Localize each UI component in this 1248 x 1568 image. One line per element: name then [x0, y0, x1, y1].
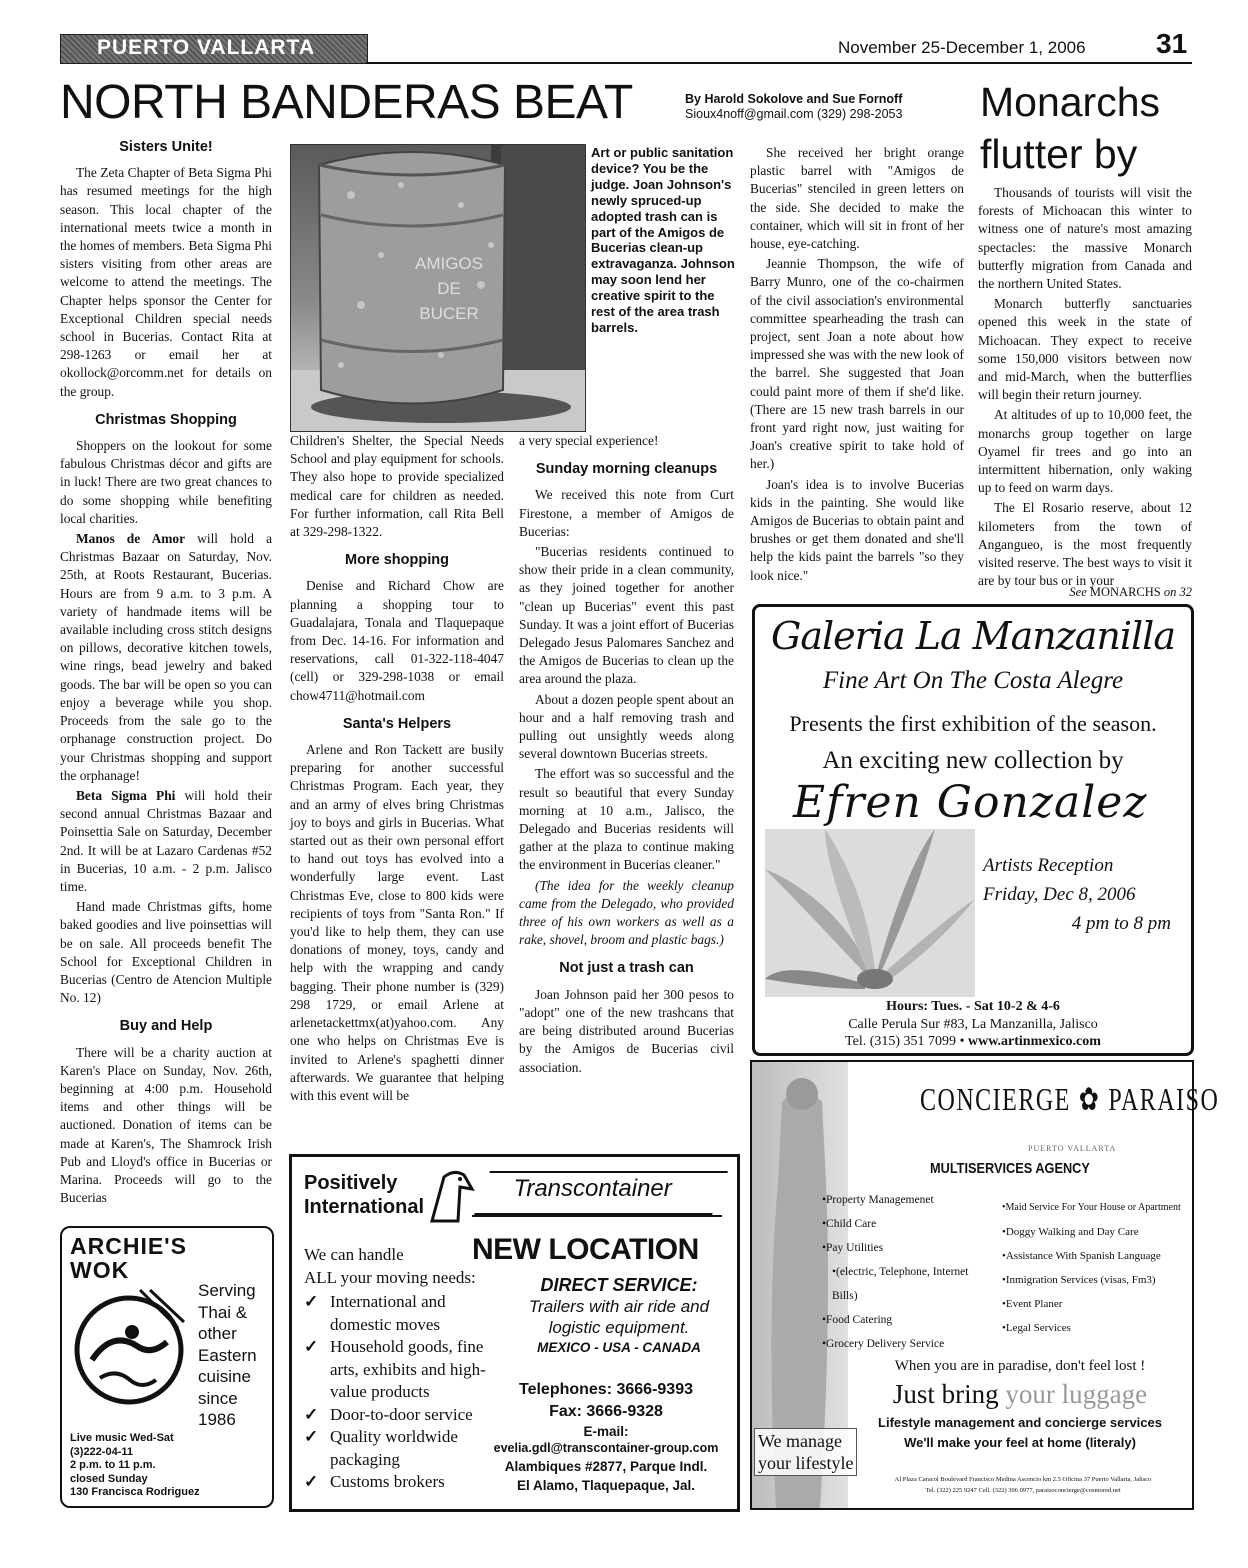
slogan-line2 [848, 1375, 1192, 1413]
concierge-brand [920, 1080, 1219, 1118]
jump-see: See [1069, 585, 1087, 599]
galeria-tagline: Fine Art On The Costa Alegre [822, 667, 1124, 694]
address-line2: El Alamo, Tlaquepaque, Jal. [516, 1478, 696, 1493]
paragraph: Joan's idea is to involve Bucerias kids in the painting. She would like Amigos de Bucerias to obtain paint and brushes or get them donated and she'll help the kids paint the barrels "so they look nice." [750, 476, 964, 583]
email-label: E-mail: [583, 1424, 629, 1439]
service-item: • (electric, Telephone, Internet Bills) [822, 1260, 982, 1308]
stencil-line: AMIGOS [414, 254, 483, 273]
transcontainer-ad [289, 1154, 740, 1512]
paragraph: Shoppers on the lookout for some fabulous Christmas décor and gifts are in luck! There are two great chances to do some shopping while benefiting local charities. [60, 438, 272, 526]
service-item: • Maid Service For Your House or Apartment [1002, 1196, 1192, 1220]
slogan-line1: When you are in paradise, don't feel lost ! [894, 1358, 1146, 1374]
service-item: • Child Care [822, 1212, 982, 1236]
monarchs-jump-link[interactable] [978, 585, 1192, 600]
slogan-line4: We'll make your feel at home (literaly) [904, 1435, 1136, 1450]
galeria-contact: Tel. (315) 351 7099 • www.artinmexico.com [845, 1034, 1101, 1049]
stencil-line: DE [437, 279, 461, 298]
tagline-line: 1986 [198, 1410, 236, 1429]
paragraph [60, 530, 272, 785]
paragraph: "Bucerias residents continued to show their pride in a clean community, as they joined together for another "clean up Bucerias" event this past Sunday. It was a joint effort of Bucerias Delegado Jesus Palomares Sanchez and the Amigos de Bucerias to clean up the area around the plaza. [519, 544, 734, 687]
paragraph: We received this note from Curt Firestone, a member of Amigos de Bucerias: [519, 487, 734, 539]
galeria-address: Calle Perula Sur #83, La Manzanilla, Jalisco [848, 1017, 1098, 1032]
paragraph: Denise and Richard Chow are planning a shopping tour to Guadalajara, Tonala and Tlaquepaque from Dec. 14-16. For information and reservations, call 01-322-118-4047 (cell) or 329-298-1038 or email chow4711@hotmail.com [290, 578, 504, 703]
barrel-stencil [409, 251, 489, 326]
moving-intro [304, 1243, 476, 1289]
side-tagline [754, 1428, 857, 1476]
paragraph: She received her bright orange plastic barrel with "Amigos de Bucerias" stenciled in green letters on the side. She decided to make the container, which will sit in front of her house, eye-catching. [750, 145, 964, 252]
lead-manos-de-amor: Manos de Amor [76, 531, 186, 547]
paragraph: Children's Shelter, the Special Needs School and play equipment for schools. They also hope to provide specialized medical care for children as needed. For further information, call Rita Bell at 329-298-1322. [290, 433, 504, 540]
galeria-artist: Efren Gonzalez [793, 777, 1148, 828]
galeria-hours: Hours: Tues. - Sat 10-2 & 4-6 [886, 999, 1060, 1014]
galeria-name: Galeria La Manzanilla [771, 614, 1175, 658]
service-item: ✓ International and domestic moves [304, 1291, 504, 1336]
heading-more-shopping: More shopping [345, 552, 449, 569]
slogan-your-luggage: your luggage [1005, 1379, 1148, 1409]
transcontainer-logo [474, 1171, 728, 1215]
paragraph [60, 787, 272, 896]
direct-service [506, 1275, 732, 1355]
service-item: • Grocery Delivery Service [822, 1332, 982, 1356]
info-line: Live music Wed-Sat [70, 1432, 174, 1444]
photo-caption: Art or public sanitation device? You be the judge. Joan Johnson's newly spruced-up adopted trash can is part of the Amigos de Bucerias clean-up extravaganza. Johnson may soon lend her creative spirit to the rest of the area trash barrels. [591, 145, 735, 335]
service-item: ✓ Customs brokers [304, 1471, 504, 1494]
footer-contact: Tel. (322) 225 9247 Cell. (322) 306 0977, paraisoconcierge@cosmored.net [925, 1487, 1121, 1494]
masthead [60, 28, 1192, 64]
service-item: • Property Managemenet [822, 1188, 982, 1212]
heading-buy-and-help: Buy and Help [119, 1018, 213, 1035]
agency-label: MULTISERVICES AGENCY [930, 1160, 1090, 1177]
paragraph: Jeannie Thompson, the wife of Barry Munro, one of the co-chairmen of the civil association's environmental committee spearheading the trash can project, sent Joan a note about how impressed she was with the new look of the barrel. She suggested that Joan could paint more of them if she'd like. (There are 15 new trash barrels in our front yard right now, just waiting for Joan's creative spirit to take hold of her.) [750, 256, 964, 472]
info-line: (3)222-04-11 [70, 1445, 133, 1458]
heading-christmas-shopping: Christmas Shopping [95, 411, 237, 428]
brand-line1: Positively [304, 1172, 398, 1194]
heading-santas-helpers: Santa's Helpers [342, 715, 452, 732]
galeria-line2: An exciting new collection by [822, 747, 1124, 774]
slogan-line3: Lifestyle management and concierge services [878, 1415, 1162, 1430]
galeria-tel: Tel. (315) 351 7099 [845, 1034, 957, 1049]
archies-wok-ad [60, 1226, 274, 1508]
address-line1: Alambiques #2877, Parque Indl. [504, 1459, 708, 1474]
galeria-line1: Presents the first exhibition of the season. [789, 711, 1157, 736]
intro-line2: ALL your moving needs: [304, 1268, 476, 1287]
phone-number: Telephones: 3666-9393 [518, 1381, 693, 1398]
column-title: NORTH BANDERAS BEAT [60, 76, 633, 129]
tagline-line: cuisine [198, 1367, 251, 1386]
paragraph: Joan Johnson paid her 300 pesos to "adopt" one of the new trashcans that are being distributed around Bucerias by the Amigos de Bucerias civil association. [519, 986, 734, 1075]
paragraph-text: will hold a Christmas Bazaar on Saturday, Nov. 25th, at Roots Restaurant, Bucerias. Hours are from 9 a.m. to 3 p.m. A variety of handmade items will be available including cross stitch designs on pillows, decorative kitchen towels, wine rings, bead jewelry and baked goods. The bar will be open so you can enjoy a beverage while you shop. Proceeds from the sale go to the orphanage construction project. Do your Christmas shopping and support the orphanage! [60, 531, 273, 783]
masthead-rule [366, 62, 1192, 64]
brand-right: PARAISO [1108, 1081, 1220, 1117]
info-line: 130 Francisca Rodriguez [70, 1486, 200, 1498]
page-number: 31 [1156, 28, 1188, 59]
direct-title: DIRECT SERVICE: [540, 1275, 698, 1295]
section-banner [60, 34, 368, 64]
service-item: • Event Planer [1002, 1292, 1192, 1316]
logo-text: Transcontainer [513, 1175, 672, 1202]
direct-countries: MEXICO - USA - CANADA [537, 1340, 701, 1355]
paragraph: Thousands of tourists will visit the forests of Michoacan this winter to witness one of nature's most amazing spectacles: the massive Monarch butterfly migration from Canada and the northern United States. [978, 185, 1192, 292]
paragraph: a very special experience! [519, 433, 659, 448]
slogan-just-bring: Just bring [892, 1379, 999, 1409]
service-item: • Inmigration Services (visas, Fm3) [1002, 1268, 1192, 1292]
trash-can-photo [290, 144, 586, 432]
byline-contact: Sioux4noff@gmail.com (329) 298-2053 [685, 107, 903, 121]
paragraph: Monarch butterfly sanctuaries opened this week in the state of Michoacan. They expect to receive some 150,000 visitors between now and mid-March, when the butterflies will begin their return journey. [978, 296, 1192, 403]
reception-title: Artists Reception [983, 855, 1114, 876]
direct-text: Trailers with air ride and logistic equipment. [528, 1297, 710, 1337]
email-link[interactable]: evelia.gdl@transcontainer-group.com [493, 1441, 719, 1455]
service-item: ✓ Door-to-door service [304, 1404, 504, 1427]
truck-line [472, 1215, 722, 1217]
lotus-logo-icon: ✿ [1078, 1081, 1101, 1117]
heading-sunday-cleanups: Sunday morning cleanups [535, 461, 718, 478]
services-left-list [822, 1188, 982, 1356]
paragraph-italic: (The idea for the weekly cleanup came from the Delegado, who provided three of his own workers as well as a rake, shovel, broom and plastic bags.) [519, 877, 734, 948]
column-3 [519, 432, 734, 1079]
side-line1: We manage [758, 1431, 843, 1451]
monarchs-article [978, 184, 1192, 592]
new-location-headline: NEW LOCATION [472, 1233, 699, 1266]
archies-tagline [198, 1280, 257, 1431]
jump-target: MONARCHS [1089, 585, 1161, 599]
reception-details [983, 851, 1183, 938]
paragraph-text: will hold their second annual Christmas Bazaar and Poinsettia Sale on Saturday, December 2nd. It will be at Lazaro Cardenas #52 in Bucerias, 10 a.m. - 2 p.m. Jalisco time. [60, 787, 272, 894]
archies-info [70, 1432, 200, 1500]
galeria-website-link[interactable]: www.artinmexico.com [967, 1034, 1101, 1049]
monarchs-headline [980, 76, 1160, 180]
slogan-block [848, 1358, 1192, 1453]
tagline-line: Serving [198, 1281, 256, 1300]
brand-line2: International [304, 1196, 425, 1218]
column-2 [290, 432, 504, 1107]
archies-name-line2: WOK [70, 1257, 130, 1283]
footer-address: Al Plaza Caracol Boulevard Francisco Medina Ascencio km 2.5 Oficina 37 Puerto Vallarta, Jalisco [894, 1476, 1152, 1483]
tagline-line: other [198, 1324, 237, 1343]
service-item: • Food Catering [822, 1308, 982, 1332]
service-item: • Doggy Walking and Day Care [1002, 1220, 1192, 1244]
artwork-image [765, 829, 975, 997]
stencil-line: BUCER [419, 304, 479, 323]
monarchs-title-line1: Monarchs [980, 79, 1161, 125]
services-right-list [1002, 1196, 1192, 1340]
column-1 [60, 136, 272, 1209]
archies-name [70, 1234, 187, 1282]
paragraph: The effort was so successful and the result so beautiful that every Sunday morning at 10 a.m., Jalisco, the Delegado and Bucerias residents will gather at the plaza to continue making the environment in Bucerias cleaner." [519, 766, 734, 873]
tagline-line: Eastern [198, 1345, 257, 1365]
paragraph: Hand made Christmas gifts, home baked goodies and live poinsettias will be on sale. All proceeds benefit The School for Exceptional Children in Bucerias (Centro de Atencion Multiple No. 12) [60, 899, 272, 1006]
service-item: ✓ Quality worldwide packaging [304, 1426, 504, 1471]
galeria-ad [752, 604, 1194, 1056]
heading-not-just-a-trash-can: Not just a trash can [559, 960, 694, 977]
positively-international [304, 1171, 424, 1219]
side-line2: your lifestyle [758, 1453, 854, 1473]
info-line: 2 p.m. to 11 p.m. [70, 1459, 156, 1471]
heading-sisters-unite: Sisters Unite! [119, 139, 213, 155]
archies-name-line1: ARCHIE'S [70, 1233, 187, 1259]
byline [685, 92, 902, 122]
concierge-footer [856, 1474, 1190, 1496]
tagline-line: since [198, 1388, 238, 1408]
service-item: • Assistance With Spanish Language [1002, 1244, 1192, 1268]
monarchs-title-line2: flutter by [980, 131, 1138, 177]
paragraph: The El Rosario reserve, about 12 kilometers from the town of Angangueo, is the most frequently visited reserve. The best ways to visit it are by tour bus or in your [978, 500, 1192, 589]
fax-number: Fax: 3666-9328 [549, 1403, 663, 1420]
paragraph: About a dozen people spent about an hour and a half removing trash and pulling out unsightly weeds along several downtown Bucerias streets. [519, 691, 734, 762]
byline-authors: By Harold Sokolove and Sue Fornoff [685, 92, 903, 106]
concierge-place: PUERTO VALLARTA [1028, 1144, 1117, 1153]
transcontainer-contact [480, 1379, 732, 1495]
brand-left: CONCIERGE [920, 1081, 1071, 1117]
service-item: ✓ Household goods, fine arts, exhibits and high-value products [304, 1336, 504, 1404]
paragraph: Arlene and Ron Tackett are busily preparing for another successful Christmas Program. Each year, they and an army of elves bring Christmas joy to boys and girls in Bucerias. What started out as their own personal effort to hand out toys has evolved into a wonderfully large event. Last Christmas Eve, close to 800 kids were recipients of toys from "Santa Ron." If you'd like to help them, they can use donations of money, toys, candy and help with the wrapping and candy bagging. Their phone number is (329) 298 1729, or email Arlene at arlenetackettmx(at)yahoo.com. Any one who helps on Christmas Eve is invited to Arlene's spaghetti dinner afterwards. We guarantee that helping with this event will be [290, 742, 504, 1103]
paragraph: There will be a charity auction at Karen's Place on Sunday, Nov. 26th, beginning at 4:00 p.m. Household items and other things will be auctioned. Donation of items can be made at Karen's, The Shamrock Irish Pub and Lloyd's office in Bucerias or Marina. Proceeds will go to the Bucerias [60, 1044, 272, 1206]
info-line: closed Sunday [70, 1472, 148, 1485]
reception-date: Friday, Dec 8, 2006 [983, 884, 1136, 905]
services-list [304, 1291, 504, 1494]
tagline-line: Thai & [198, 1302, 248, 1322]
section-name: PUERTO VALLARTA [97, 36, 315, 59]
paragraph: The Zeta Chapter of Beta Sigma Phi has resumed meetings for the high season. This local chapter of the international meets twice a month in the homes of members. Beta Sigma Phi sisters visiting from other areas are welcome to attend the meetings. The Chapter helps sponsor the Center for Exceptional Children special needs school in Bucerias. Contact Rita at 298-1263 or email her at okollock@orcomm.net for details on the group. [60, 165, 272, 399]
paragraph: At altitudes of up to 10,000 feet, the monarchs group together on large Oyamel fir trees and go into an intermittent hibernation, only waking up to feed on warm days. [978, 407, 1192, 496]
jump-page: on 32 [1163, 585, 1192, 599]
issue-date: November 25-December 1, 2006 [838, 38, 1086, 57]
column-4 [750, 144, 964, 587]
service-item: • Legal Services [1002, 1316, 1192, 1340]
intro-line1: We can handle [304, 1245, 404, 1264]
wok-logo-icon [70, 1288, 188, 1406]
reception-time: 4 pm to 8 pm [1071, 913, 1171, 934]
lead-beta-sigma-phi: Beta Sigma Phi [76, 787, 176, 803]
service-item: • Pay Utilities [822, 1236, 982, 1260]
concierge-paraiso-ad [750, 1060, 1220, 1510]
